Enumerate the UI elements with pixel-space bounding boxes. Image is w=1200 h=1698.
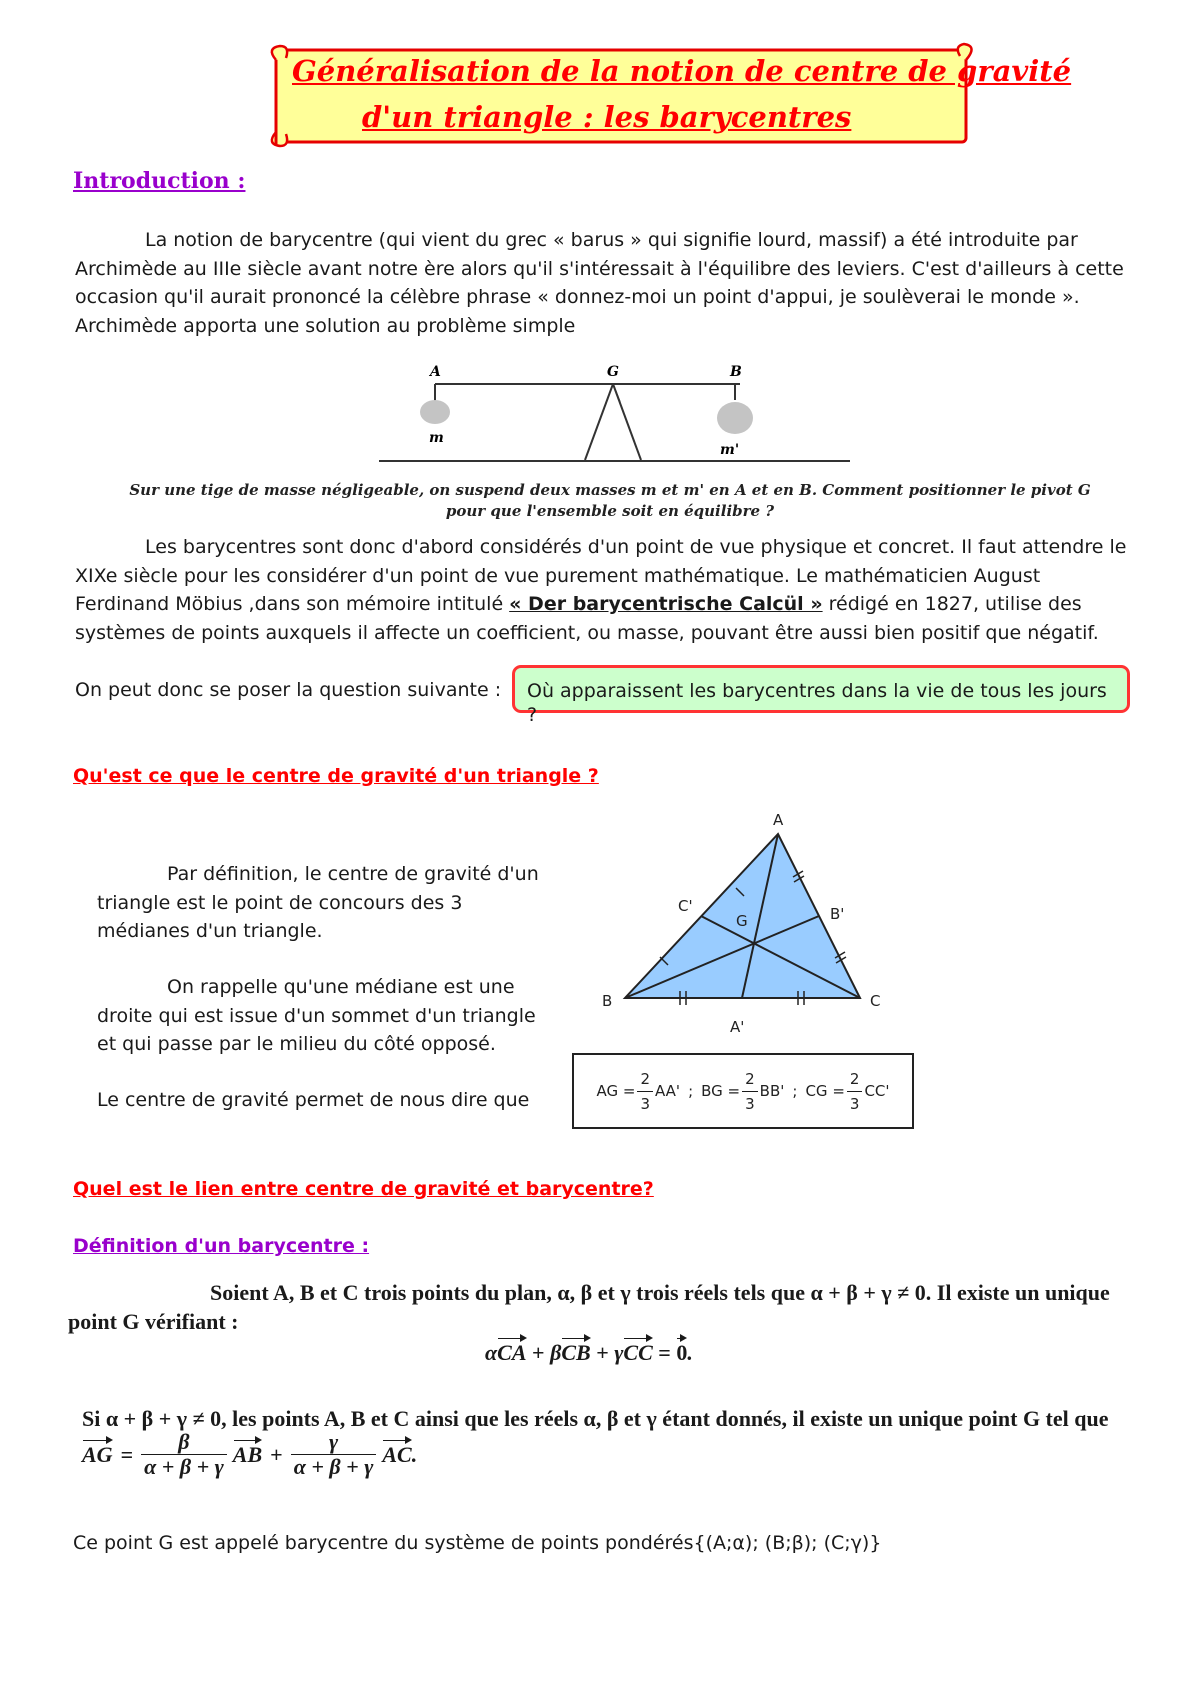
- coef-alpha: α: [485, 1340, 498, 1365]
- vertex-label-b: B: [602, 992, 613, 1010]
- barycentre-conclusion: Ce point G est appelé barycentre du système de points pondérés{(A;α); (B;β); (C;γ)}: [73, 1532, 882, 1554]
- ratio-fraction-1-num: 2: [637, 1067, 653, 1092]
- vector-cb: CB: [561, 1340, 591, 1365]
- lever-label-m: m: [429, 430, 444, 446]
- coef-beta: β: [550, 1340, 562, 1365]
- lever-label-b: B: [730, 364, 742, 380]
- ag-equation: [82, 1430, 417, 1479]
- ratio-fraction-1-den: 3: [640, 1094, 650, 1113]
- ratio-sep-1: ;: [688, 1082, 694, 1100]
- lever-caption: [90, 480, 1130, 522]
- equation-dot: .: [687, 1340, 693, 1365]
- ratio-bg-right: BB': [759, 1082, 785, 1100]
- paragraph2-after: rédigé en 1827, utilise des systèmes de points auxquels il affecte un coefficient, ou masse, pouvant être aussi bien positif que négatif.: [75, 593, 1099, 644]
- si-line: Si α + β + γ ≠ 0, les points A, B et C ainsi que les réels α, β et γ étant donnés, il existe un unique point G tel que: [82, 1406, 1109, 1431]
- mass-m: [420, 400, 450, 424]
- page-title-line2: d'un triangle : les barycentres: [362, 100, 852, 134]
- ratio-fraction-1: [637, 1067, 653, 1116]
- triangle-figure: [590, 808, 920, 1038]
- gravity-definition: Par définition, le centre de gravité d'un triangle est le point de concours des 3 médianes d'un triangle.: [97, 863, 539, 942]
- vector-ac: AC: [382, 1441, 412, 1467]
- lever-diagram: [375, 362, 855, 470]
- vector-ca: CA: [497, 1340, 527, 1365]
- definition-line-1: Soient A, B et C trois points du plan, α, β et γ trois réels tels que α + β + γ ≠ 0. Il existe un unique: [210, 1280, 1110, 1305]
- barycentre-definition-heading: Définition d'un barycentre :: [73, 1235, 370, 1257]
- vertex-label-a: A: [773, 811, 784, 829]
- ratio-fraction-3-num: 2: [847, 1067, 863, 1092]
- intro-paragraph-1: La notion de barycentre (qui vient du grec « barus » qui signifie lourd, massif) a été introduite par Archimède au IIIe siècle avant notre ère alors qu'il s'intéressait à l'équilibre des leviers. C'est d'ailleurs à cette occasion qu'il aurait prononcé la célèbre phrase « donnez-moi un point d'appui, je soulèverai le monde ». Archimède apporta une solution au problème simple: [75, 229, 1124, 337]
- ratio-cg-right: CC': [864, 1082, 890, 1100]
- link-heading: Quel est le lien entre centre de gravité et barycentre?: [73, 1178, 654, 1200]
- introduction-heading: Introduction :: [73, 168, 246, 194]
- ag-dot: .: [411, 1441, 418, 1467]
- gravity-heading: Qu'est ce que le centre de gravité d'un triangle ?: [73, 765, 599, 787]
- lever-label-g: G: [607, 364, 619, 380]
- title-banner: [262, 40, 1072, 150]
- page-title-line1: Généralisation de la notion de centre de gravité: [292, 54, 1072, 88]
- gravity-consequence: Le centre de gravité permet de nous dire que: [97, 1089, 530, 1111]
- question-box: Où apparaissent les barycentres dans la vie de tous les jours ?: [512, 665, 1130, 713]
- lever-caption-line2: pour que l'ensemble soit en équilibre ?: [445, 502, 775, 520]
- ratio-cg-left: CG =: [805, 1082, 845, 1100]
- plus-sign-1: +: [532, 1340, 545, 1365]
- ratio-bg-left: BG =: [701, 1082, 741, 1100]
- coef-gamma: γ: [614, 1340, 624, 1365]
- pivot-left: [585, 384, 613, 460]
- ratio-ag-left: AG =: [596, 1082, 636, 1100]
- ag-equals: =: [120, 1441, 134, 1467]
- lever-label-m-prime: m': [720, 442, 740, 458]
- midpoint-label-a-prime: A': [730, 1018, 745, 1036]
- fraction-gamma-num: γ: [291, 1430, 377, 1455]
- vector-cc: CC: [623, 1340, 653, 1365]
- ratio-fraction-3: [847, 1067, 863, 1116]
- fraction-gamma: [291, 1430, 377, 1479]
- paragraph2-before: Les barycentres sont donc d'abord considérés d'un point de vue physique et concret. Il faut attendre le XIXe siècle pour les considérer d'un point de vue purement mathématique. Le mathématicien August Ferdinand Möbius ,dans son mémoire intitulé: [75, 536, 1127, 615]
- mobius-work-title: « Der barycentrische Calcül »: [509, 593, 823, 615]
- ratio-ag-right: AA': [654, 1082, 681, 1100]
- intro-paragraph-2: [75, 533, 1135, 647]
- definition-line-2: point G vérifiant :: [68, 1309, 239, 1334]
- fraction-beta-num: β: [141, 1430, 227, 1455]
- ratio-fraction-3-den: 3: [849, 1094, 860, 1113]
- ratio-formula-box: [572, 1053, 914, 1129]
- vector-equation: [485, 1340, 693, 1366]
- mass-m-prime: [717, 402, 753, 434]
- lever-caption-line1: Sur une tige de masse négligeable, on suspend deux masses m et m' en A et en B. Comment positionner le pivot G: [129, 481, 1091, 499]
- midpoint-label-b-prime: B': [830, 905, 845, 923]
- ratio-fraction-2-num: 2: [742, 1067, 758, 1092]
- centroid-label-g: G: [736, 912, 748, 930]
- fraction-gamma-den: α + β + γ: [293, 1454, 374, 1479]
- plus-sign-2: +: [596, 1340, 609, 1365]
- midpoint-label-c-prime: C': [678, 897, 693, 915]
- fraction-beta: [141, 1430, 227, 1479]
- question-lead: On peut donc se poser la question suivante :: [75, 679, 502, 701]
- vector-ag: AG: [82, 1441, 113, 1467]
- median-reminder: On rappelle qu'une médiane est une droite qui est issue d'un sommet d'un triangle et qui passe par le milieu du côté opposé.: [97, 976, 536, 1055]
- ratio-sep-2: ;: [792, 1082, 798, 1100]
- ratio-fraction-2-den: 3: [745, 1094, 755, 1113]
- zero-vector: 0: [676, 1340, 688, 1365]
- fraction-beta-den: α + β + γ: [144, 1454, 224, 1479]
- lever-label-a: A: [430, 364, 441, 380]
- vertex-label-c: C: [870, 992, 881, 1010]
- pivot-tip: [613, 384, 620, 402]
- ratio-fraction-2: [742, 1067, 758, 1116]
- equals-sign: =: [658, 1340, 671, 1365]
- vector-ab: AB: [232, 1441, 263, 1467]
- ag-plus: +: [270, 1441, 283, 1467]
